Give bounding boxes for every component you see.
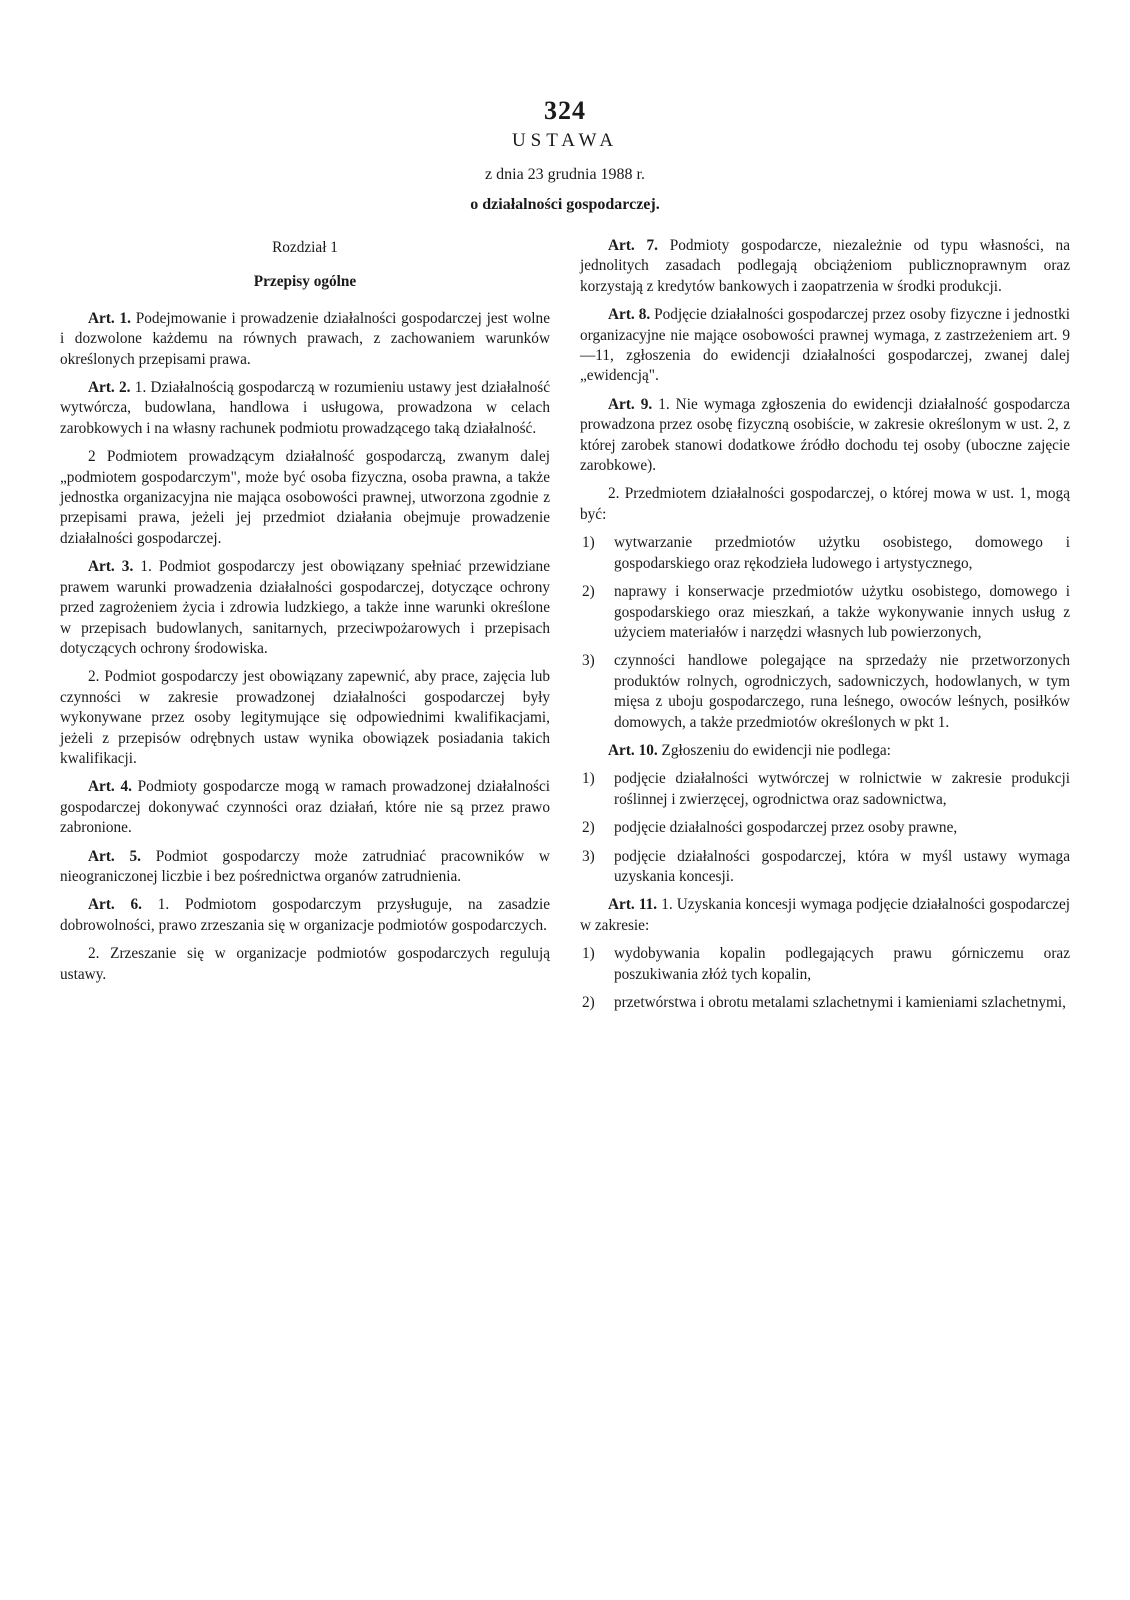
article-label: Art. 6. — [88, 896, 142, 914]
list-item — [580, 993, 1070, 1013]
list-item — [580, 818, 1070, 838]
article-label: Art. 4. — [88, 778, 132, 796]
article-3-para-1 — [60, 557, 550, 659]
list-item-text: podjęcie działalności gospodarczej, która w myśl ustawy wymaga uzyskania koncesji. — [614, 847, 1070, 885]
list-item-text: przetwórstwa i obrotu metalami szlachetnymi i kamieniami szlachetnymi, — [614, 994, 1066, 1011]
list-item-number: 2) — [582, 819, 595, 837]
list-item-number: 3) — [582, 847, 595, 865]
chapter-label: Rozdział 1 — [272, 239, 338, 256]
article-label: Art. 8. — [608, 306, 651, 324]
article-11 — [580, 895, 1070, 936]
list-item-number: 3) — [582, 652, 595, 670]
list-item-text: podjęcie działalności wytwórczej w rolnictwie w zakresie produkcji roślinnej i zwierzęcej, ogrodnictwa oraz sadownictwa, — [614, 770, 1070, 808]
article-3-para-2: 2. Podmiot gospodarczy jest obowiązany zapewnić, aby prace, zajęcia lub czynności w zakresie prowadzonej działalności gospodarczej były wykonywane przez osoby legitymujące się odpowiednimi kwalifikacjami, jeżeli z przepisów odrębnych ustaw wynika obowiązek posiadania takich kwalifikacji. — [60, 668, 550, 767]
article-2-para-2: 2 Podmiotem prowadzącym działalność gospodarczą, zwanym dalej „podmiotem gospodarczym", może być osoba fizyczna, osoba prawna, a także jednostka organizacyjna nie mająca osobowości prawnej, utworzona zgodnie z przepisami prawa, jeżeli jej przedmiot działania obejmuje prowadzenie działalności gospodarczej. — [60, 448, 550, 547]
list-item-text: wytwarzanie przedmiotów użytku osobistego, domowego i gospodarskiego oraz rękodzieła ludowego i artystycznego, — [614, 534, 1070, 572]
list-item-number: 1) — [582, 770, 595, 788]
left-column — [60, 236, 550, 993]
right-column — [580, 236, 1070, 1021]
article-9-para-1 — [580, 395, 1070, 477]
article-text: 1. Działalnością gospodarczą w rozumieniu ustawy jest działalność wytwórcza, budowlana, handlowa i usługowa, prowadzona w celach zarobkowych i na własny rachunek podmiotu prowadzącego taką działalność. — [60, 379, 550, 437]
article-text: Podmioty gospodarcze, niezależnie od typu własności, na jednolitych zasadach podlegają obciążeniom publicznoprawnym oraz korzystają z kredytów bankowych i zaopatrzenia w środki produkcji. — [580, 237, 1070, 295]
list-item-text: czynności handlowe polegające na sprzedaży nie przetworzonych produktów rolnych, ogrodniczych, sadowniczych, hodowlanych, w tym mięsa z uboju gospodarczego, runa leśnego, owoców leśnych, posiłków domowych, a także przedmiotów określonych w pkt 1. — [614, 652, 1070, 731]
list-item-number: 1) — [582, 945, 595, 963]
article-label: Art. 5. — [88, 847, 142, 865]
list-item — [580, 944, 1070, 985]
act-date: z dnia 23 grudnia 1988 r. — [485, 166, 645, 183]
act-type-heading: USTAWA — [511, 130, 619, 151]
list-item — [580, 651, 1070, 733]
article-text: 1. Uzyskania koncesji wymaga podjęcie działalności gospodarczej w zakresie: — [580, 896, 1070, 934]
article-label: Art. 1. — [88, 309, 131, 327]
list-item-text: wydobywania kopalin podlegających prawu górniczemu oraz poszukiwania złóż tych kopalin, — [614, 945, 1070, 983]
article-label: Art. 2. — [88, 379, 131, 397]
list-item-text: podjęcie działalności gospodarczej przez osoby prawne, — [614, 819, 958, 837]
article-4 — [60, 777, 550, 838]
article-text: Podmioty gospodarcze mogą w ramach prowadzonej działalności gospodarczej dokonywać czynności oraz działań, które nie są przez prawo zabronione. — [60, 778, 550, 837]
act-subject: o działalności gospodarczej. — [470, 196, 660, 213]
list-item-text: naprawy i konserwacje przedmiotów użytku osobistego, domowego i gospodarskiego oraz mieszkań, a także wykonywanie innych usług z użyciem materiałów i narzędzi własnych lub powierzonych, — [614, 583, 1070, 641]
article-text: 1. Podmiotom gospodarczym przysługuje, na zasadzie dobrowolności, prawo zrzeszania się w organizacje podmiotów gospodarczych. — [60, 896, 550, 934]
article-label: Art. 3. — [88, 558, 134, 576]
article-7 — [580, 236, 1070, 297]
article-text: Podmiot gospodarczy może zatrudniać pracowników w nieograniczonej liczbie i bez pośrednictwa organów zatrudnienia. — [60, 847, 550, 885]
article-2-para-1 — [60, 378, 550, 439]
list-item-number: 1) — [582, 534, 595, 552]
article-6-para-2: 2. Zrzeszanie się w organizacje podmiotów gospodarczych regulują ustawy. — [60, 945, 550, 983]
article-8 — [580, 305, 1070, 387]
article-label: Art. 10. — [608, 741, 658, 759]
article-5 — [60, 847, 550, 888]
article-text: 1. Nie wymaga zgłoszenia do ewidencji działalność gospodarcza prowadzona przez osobę fizyczną osobiście, w zakresie określonym w ust. 2, z której zarobek stanowi dodatkowe źródło dochodu tej osoby (uboczne zajęcie zarobkowe). — [580, 395, 1071, 475]
list-item — [580, 769, 1070, 810]
list-item — [580, 847, 1070, 888]
article-text: Podejmowanie i prowadzenie działalności gospodarczej jest wolne i dozwolone każdemu na równych prawach, z zachowaniem warunków określonych przepisami prawa. — [60, 309, 550, 368]
list-item — [580, 533, 1070, 574]
article-label: Art. 11. — [608, 896, 658, 914]
list-item-number: 2) — [582, 994, 595, 1011]
article-9-para-2: 2. Przedmiotem działalności gospodarczej, o której mowa w ust. 1, mogą być: — [580, 485, 1070, 523]
article-6-para-1 — [60, 895, 550, 936]
article-label: Art. 7. — [608, 237, 658, 254]
chapter-title: Przepisy ogólne — [253, 273, 357, 291]
list-item — [580, 582, 1070, 643]
article-label: Art. 9. — [608, 395, 653, 413]
article-text: Podjęcie działalności gospodarczej przez osoby fizyczne i jednostki organizacyjne nie mające osobowości prawnej wymaga, z zastrzeżeniem art. 9—11, zgłoszenia do ewidencji działalności gospodarczej, zwanej dalej „ewidencją". — [580, 306, 1070, 385]
act-number: 324 — [544, 96, 586, 125]
article-text: Zgłoszeniu do ewidencji nie podlega: — [661, 741, 891, 759]
article-1 — [60, 309, 550, 370]
article-text: 1. Podmiot gospodarczy jest obowiązany spełniać przewidziane prawem warunki prowadzenia działalności gospodarczej, dotyczące ochrony przed zagrożeniem życia i zdrowia ludzkiego, a także inne warunki określone w przepisach budowlanych, sanitarnych, przeciwpożarowych i przepisach dotyczących ochrony środowiska. — [60, 558, 550, 657]
article-10 — [580, 741, 1070, 761]
list-item-number: 2) — [582, 583, 595, 601]
